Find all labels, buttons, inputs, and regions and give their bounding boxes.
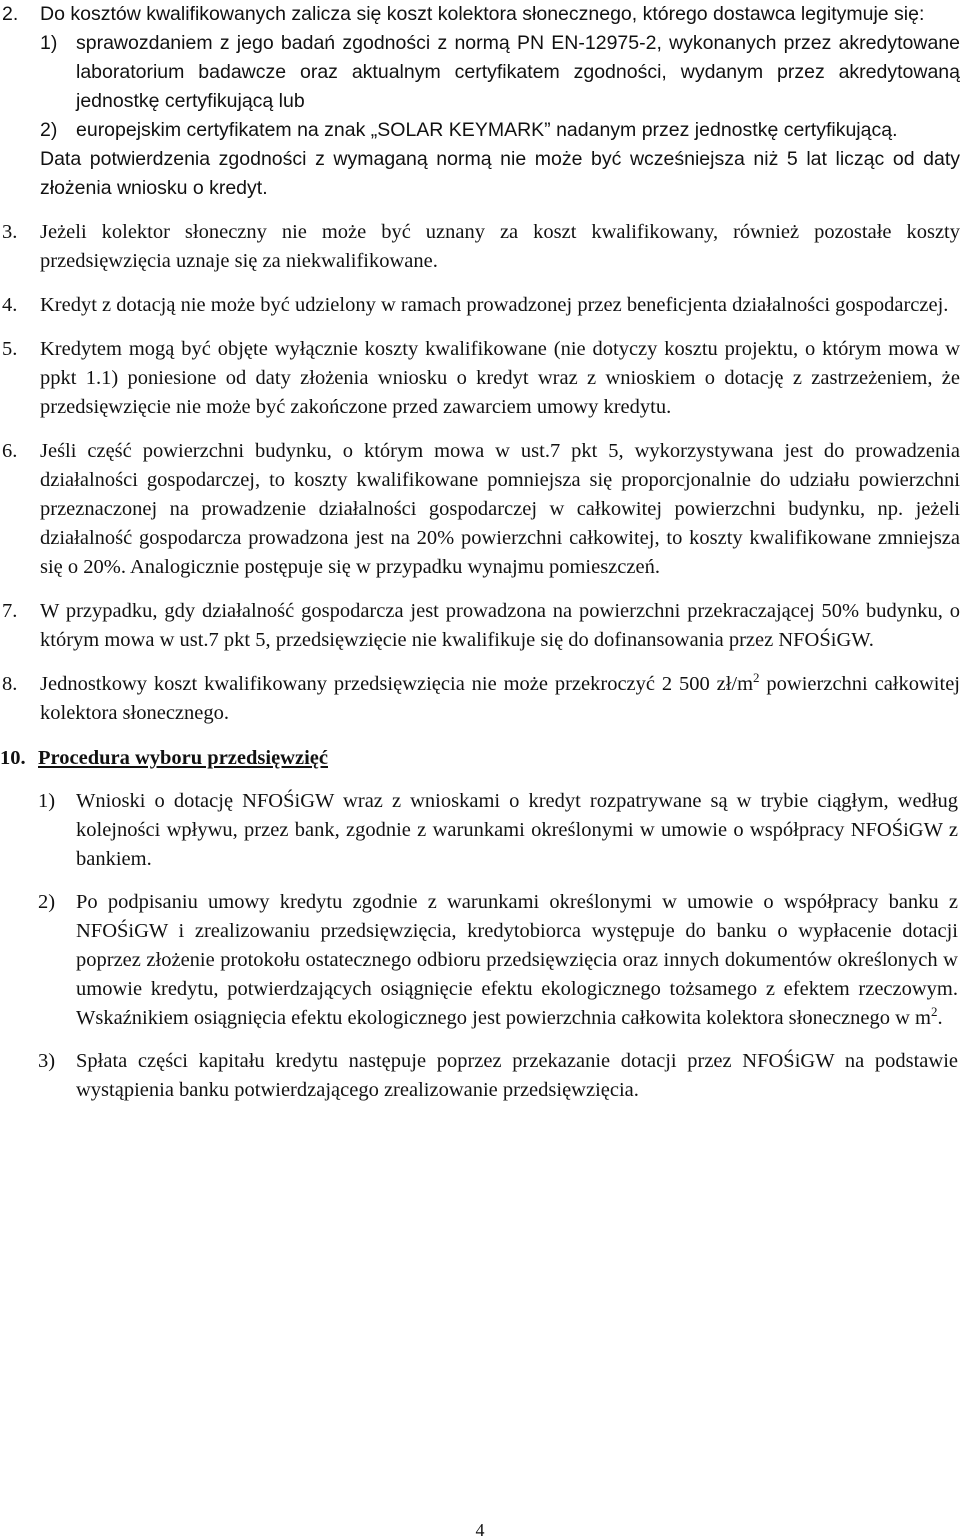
procedure-list: [38, 787, 958, 1105]
section-heading: [0, 744, 960, 773]
list-item-3: [0, 218, 960, 276]
item-number: 6.: [2, 440, 18, 462]
item-text: Jeśli część powierzchni budynku, o którym mowa w ust.7 pkt 5, wykorzystywana jest do prowadzenia działalności gospodarczej, to koszty kwalifikowane pomniejsza się proporcjonalnie do udziału powierzchni przeznaczonej na prowadzenie działalności gospodarczej w całkowitej powierzchni budynku, np. jeżeli działalność gospodarcza prowadzona jest na 20% powierzchni całkowitej, to koszty kwalifikowane zmniejsza się o 20%. Analogicznie postępuje się w przypadku wynajmu pomieszczeń.: [40, 440, 960, 578]
procedure-item-1: [38, 787, 958, 874]
item-intro: Do kosztów kwalifikowanych zalicza się koszt kolektora słonecznego, którego dostawca legitymuje się:: [40, 3, 925, 25]
procedure-item-text: Spłata części kapitału kredytu następuje poprzez przekazanie dotacji przez NFOŚiGW na podstawie wystąpienia banku potwierdzającego zrealizowanie przedsięwzięcia.: [76, 1050, 958, 1101]
item-number: 2.: [2, 3, 19, 25]
sub-item-number: 1): [40, 32, 58, 54]
procedure-item-number: 2): [38, 891, 56, 913]
superscript: 2: [930, 1004, 938, 1020]
list-item-4: [0, 291, 960, 320]
item-text: Kredytem mogą być objęte wyłącznie koszty kwalifikowane (nie dotyczy kosztu projektu, o którym mowa w ppkt 1.1) poniesione od daty złożenia wniosku o kredyt wraz z wnioskiem o dotację z zastrzeżeniem, że przedsięwzięcie nie może być zakończone przed zawarciem umowy kredytu.: [40, 338, 960, 418]
list-item-5: [0, 335, 960, 422]
item-text: Jednostkowy koszt kwalifikowany przedsięwzięcia nie może przekroczyć 2 500 zł/m: [40, 673, 754, 695]
procedure-item-3: [38, 1047, 958, 1105]
item-number: 5.: [2, 338, 18, 360]
item-text: W przypadku, gdy działalność gospodarcza jest prowadzona na powierzchni przekraczającej 50% budynku, o którym mowa w ust.7 pkt 5, przedsięwzięcie nie kwalifikuje się do dofinansowania przez NFOŚiGW.: [40, 600, 960, 651]
sub-item-1: [40, 29, 960, 116]
procedure-item-number: 1): [38, 790, 56, 812]
sub-item-number: 2): [40, 119, 58, 141]
section-number: 10.: [0, 747, 26, 769]
item-number: 4.: [2, 294, 18, 316]
section-title: Procedura wyboru przedsięwzięć: [38, 747, 328, 769]
list-item-2: [0, 0, 960, 203]
sub-item-2: [40, 116, 960, 145]
list-item-7: [0, 597, 960, 655]
sub-item-text: europejskim certyfikatem na znak „SOLAR KEYMARK” nadanym przez jednostkę certyfikującą.: [76, 119, 898, 141]
item-number: 8.: [2, 673, 18, 695]
page-number: 4: [475, 1520, 485, 1540]
procedure-item-text: Wnioski o dotację NFOŚiGW wraz z wnioskami o kredyt rozpatrywane są w trybie ciągłym, według kolejności wpływu, przez bank, zgodnie z warunkami określonymi w umowie o współpracy NFOŚiGW z bankiem.: [76, 790, 958, 870]
item-number: 7.: [2, 600, 18, 622]
procedure-item-number: 3): [38, 1050, 56, 1072]
item-closing: Data potwierdzenia zgodności z wymaganą normą nie może być wcześniejsza niż 5 lat licząc od daty złożenia wniosku o kredyt.: [40, 148, 960, 199]
item-text: Kredyt z dotacją nie może być udzielony w ramach prowadzonej przez beneficjenta działalności gospodarczej.: [40, 294, 949, 316]
item-number: 3.: [2, 221, 18, 243]
procedure-item-2: [38, 888, 958, 1033]
item-text: Jeżeli kolektor słoneczny nie może być uznany za koszt kwalifikowany, również pozostałe koszty przedsięwzięcia uznaje się za niekwalifikowane.: [40, 221, 960, 272]
item-text-end: powierzchni całkowitej kolektora słonecznego.: [40, 673, 960, 724]
superscript: 2: [753, 670, 760, 686]
list-item-6: [0, 437, 960, 582]
procedure-item-text-end: .: [937, 1007, 943, 1029]
sub-item-text: sprawozdaniem z jego badań zgodności z normą PN EN-12975-2, wykonanych przez akredytowane laboratorium badawcze oraz aktualnym certyfikatem zgodności, wydanym przez akredytowaną jednostkę certyfikującą lub: [76, 32, 960, 112]
list-item-8: [0, 670, 960, 728]
procedure-item-text: Po podpisaniu umowy kredytu zgodnie z warunkami określonymi w umowie o współpracy banku z NFOŚiGW i zrealizowaniu przedsięwzięcia, kredytobiorca występuje do banku o wypłacenie dotacji poprzez złożenie protokołu ostatecznego odbioru przedsięwzięcia oraz innych dokumentów określonych w umowie kredytu, potwierdzających osiągnięcie efektu ekologicznego tożsamego z efektem rzeczowym. Wskaźnikiem osiągnięcia efektu ekologicznego jest powierzchnia całkowita kolektora słonecznego w m: [76, 891, 958, 1029]
